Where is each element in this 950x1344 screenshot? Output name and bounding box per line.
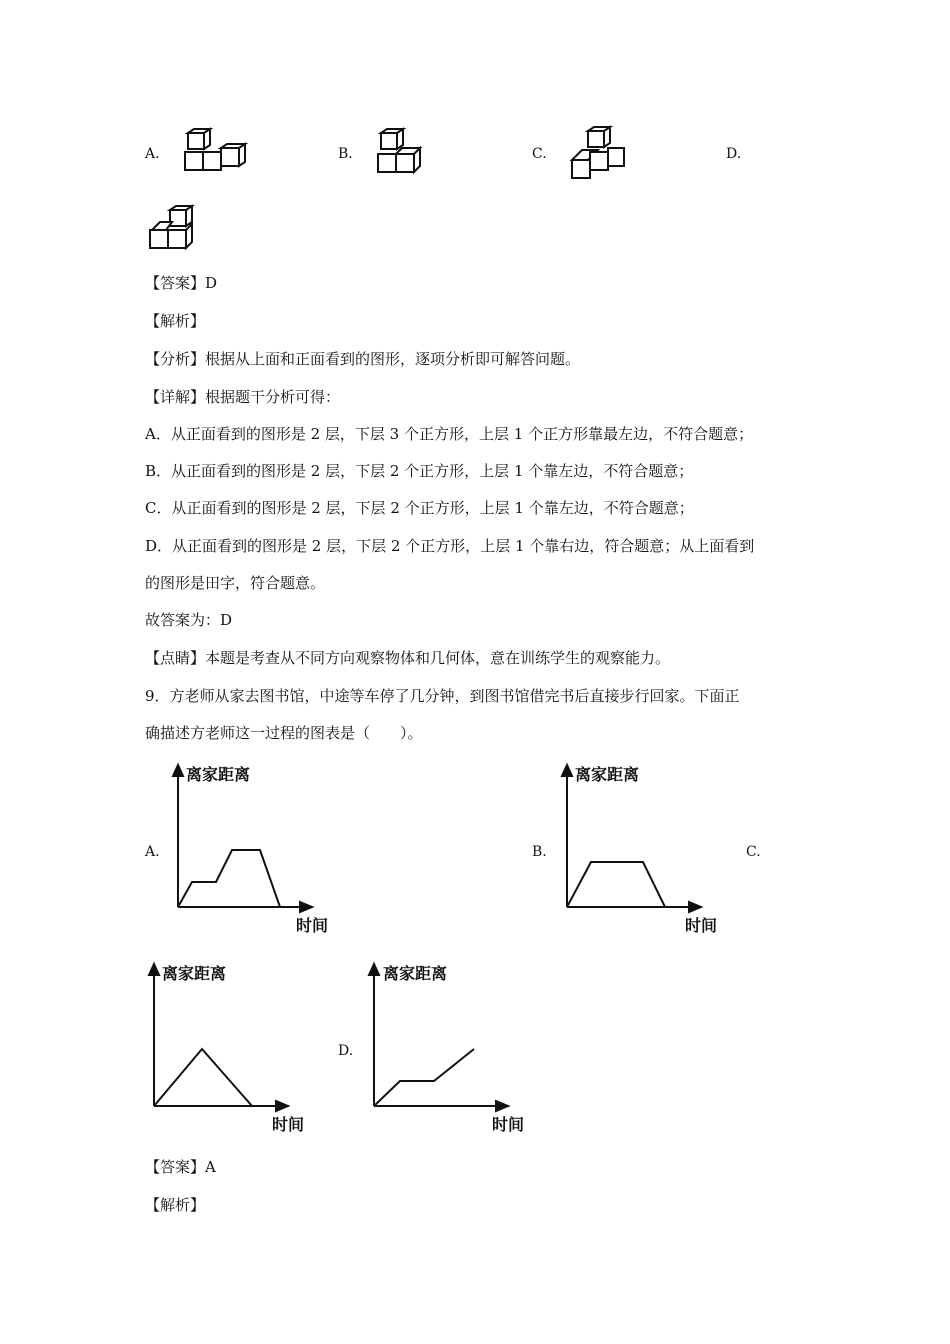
q9-graph-c-line bbox=[154, 1049, 252, 1106]
q9-graph-b-x-label: 时间 bbox=[685, 916, 718, 935]
q8-option-b-cubes-figure bbox=[376, 128, 426, 178]
q9-option-b-label: B. bbox=[532, 844, 547, 860]
q8-option-d-label: D. bbox=[726, 146, 742, 162]
q8-line-a: A．从正面看到的图形是 2 层，下层 3 个正方形，上层 1 个正方形靠最左边，不符合题意； bbox=[145, 425, 754, 443]
q9-graph-a-line bbox=[178, 850, 280, 907]
q9-graph-d-x-label: 时间 bbox=[492, 1115, 525, 1134]
q8-line-c: C．从正面看到的图形是 2 层，下层 2 个正方形，上层 1 个靠左边，不符合题意； bbox=[145, 499, 694, 517]
q9-graph-d bbox=[366, 961, 516, 1111]
q9-stem-line1: 9．方老师从家去图书馆，中途等车停了几分钟，到图书馆借完书后直接步行回家。下面正 bbox=[145, 687, 740, 705]
q9-graph-c-x-label: 时间 bbox=[272, 1115, 305, 1134]
q8-dianjing: 【点睛】本题是考查从不同方向观察物体和几何体，意在训练学生的观察能力。 bbox=[145, 649, 671, 667]
q8-conclusion: 故答案为：D bbox=[145, 611, 233, 629]
q9-analysis-title: 【解析】 bbox=[145, 1196, 206, 1214]
q8-option-d-cubes-figure bbox=[148, 206, 204, 252]
q9-graph-b bbox=[559, 762, 709, 912]
q8-option-a-cubes-figure bbox=[183, 128, 249, 176]
q8-option-c-label: C. bbox=[532, 146, 547, 162]
q9-graph-c-y-label: 离家距离 bbox=[162, 964, 227, 983]
q8-option-a-label: A. bbox=[145, 146, 160, 162]
q8-option-c-cubes-figure bbox=[570, 126, 630, 180]
q8-option-b-label: B. bbox=[338, 146, 353, 162]
q8-fenxi: 【分析】根据从上面和正面看到的图形，逐项分析即可解答问题。 bbox=[145, 350, 581, 368]
q9-answer: 【答案】A bbox=[145, 1158, 216, 1176]
q9-stem-line2: 确描述方老师这一过程的图表是（ ）。 bbox=[145, 724, 423, 742]
q9-graph-a-y-label: 离家距离 bbox=[186, 765, 251, 784]
q8-xiangjie: 【详解】根据题干分析可得： bbox=[145, 388, 341, 406]
q9-option-c-label: C. bbox=[746, 844, 761, 860]
q8-answer: 【答案】D bbox=[145, 274, 218, 292]
q9-option-a-label: A. bbox=[145, 844, 160, 860]
q9-graph-d-line bbox=[374, 1049, 474, 1106]
q9-graph-c bbox=[146, 961, 296, 1111]
q8-line-d: D．从正面看到的图形是 2 层，下层 2 个正方形，上层 1 个靠右边，符合题意；从上面看到 bbox=[145, 537, 755, 555]
q8-analysis-title: 【解析】 bbox=[145, 312, 206, 330]
q9-graph-a-x-label: 时间 bbox=[296, 916, 329, 935]
q8-line-d-cont: 的图形是田字，符合题意。 bbox=[145, 574, 326, 592]
q9-graph-d-y-label: 离家距离 bbox=[383, 964, 448, 983]
q9-graph-b-y-label: 离家距离 bbox=[575, 765, 640, 784]
q8-line-b: B．从正面看到的图形是 2 层，下层 2 个正方形，上层 1 个靠左边，不符合题意； bbox=[145, 462, 694, 480]
q9-graph-a bbox=[170, 762, 320, 912]
q9-graph-b-line bbox=[567, 862, 665, 907]
q9-option-d-label: D. bbox=[338, 1043, 354, 1059]
